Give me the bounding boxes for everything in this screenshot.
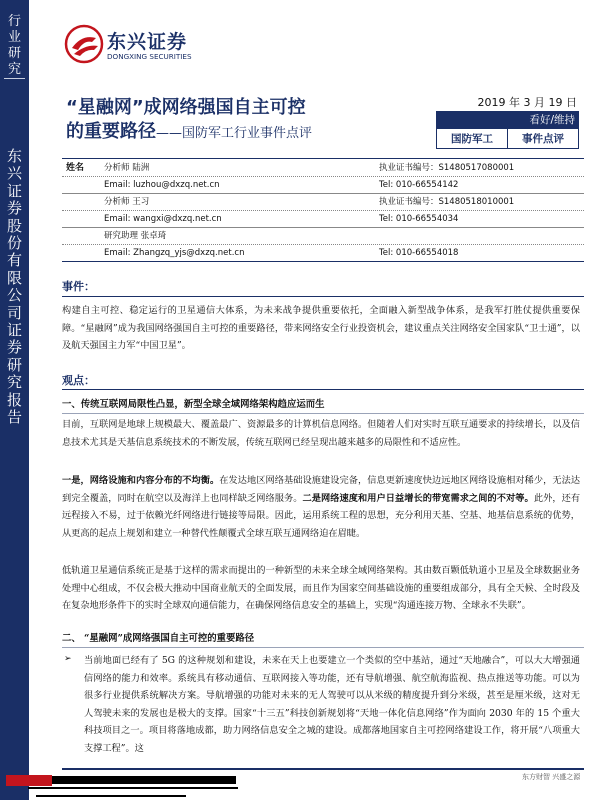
analyst-email: Email: Zhangzq_yjs@dxzq.net.cn — [104, 248, 245, 258]
divider — [62, 158, 584, 159]
bullet-paragraph: 当前地面已经有了 5G 的这种规划和建设，未来在天上也要建立一个类似的空中基站，通过“天地融合”，可以大大增强通信网络的能力和效率。系统具有移动通信、互联网接入等功能，还有导航增强、航空航海监视、热点推送等功能。可以为很多行业提供系统解决方案。导航增强的功能对未来的无人驾驶可以从米级的精度提升到分米级，甚至是厘米级，这对无人驾驶未来的发展也是极大的支撑。国家“十三五”科技创新规划将“天地一体化信息网络”作为面向 2030 年的 15 个重大科技项目之一。项目将落地成都，助力网络信息安全之城的建设。成都落地国家自主可控网络建设工作，将开展“八项重大支撑工程”。这 — [84, 655, 580, 754]
tag-industry: 国防军工 — [451, 133, 493, 145]
divider — [62, 647, 584, 648]
table-row — [62, 194, 584, 211]
table-row — [62, 177, 584, 194]
logo-emblem-icon — [64, 24, 104, 64]
analyst-tel: Tel: 010-66554034 — [379, 214, 459, 224]
sidebar-divider — [4, 78, 25, 79]
analyst-email: Email: luzhou@dxzq.net.cn — [104, 180, 220, 190]
table-row — [62, 160, 584, 177]
bullet-icon: ➢ — [64, 654, 72, 664]
paragraph: 目前，互联网是地球上规模最大、覆盖最广、资源最多的计算机信息网络。但随着人们对实时互联互通要求的持续增长，以及信息技术尤其是天基信息系统技术的不断发展，传统互联网已经呈现出越来越多的局限性和不适应性。 — [62, 419, 580, 448]
event-paragraph: 构建自主可控、稳定运行的卫星通信大体系，为未来战争提供重要依托，全面融入新型战争体系，是我军打胜仗提供重要保障。“星融网”成为我国网络强国自主可控的重要路径，带来网络安全行业投资机会，建议重点关注网络安全国家队“卫士通”，以及航天强国主力军“中国卫星”。 — [62, 305, 580, 351]
sidebar-company: 东 兴 证 券 股 份 有 限 公 司 证 券 研 究 报 告 — [6, 147, 22, 427]
analyst-table — [62, 160, 584, 262]
report-meta — [436, 92, 579, 149]
report-tags — [436, 129, 579, 149]
logo-cn-text: 东兴证券 — [107, 31, 188, 53]
event-heading: 事件： — [62, 280, 95, 293]
analyst-name: 研究助理 张卓琦 — [104, 231, 167, 241]
title-subtitle: ——国防军工行业事件点评 — [156, 126, 313, 141]
analyst-tel: Tel: 010-66554018 — [379, 248, 459, 258]
report-date: 2019 年 3 月 19 日 — [477, 96, 577, 109]
paragraph: 一是，网络设施和内容分布的不均衡。在发达地区网络基础设施建设完备，信息更新速度快边远地区网络设施相对稀少，无法达到完全覆盖，同时在航空以及海洋上也同样缺乏网络服务。二是网络速度和用户日益增长的带宽需求之间的不对等。此外，还有远程接入不易，过于依赖光纤网络进行链接等局限。因此，运用系统工程的思想，充分利用天基、空基、地基信息系统的优势，从更高的起点上规划和建立一种替代性颠覆式全球互联互通网络迫在眉睫。 — [62, 475, 581, 539]
table-row — [62, 228, 584, 245]
analyst-tel: Tel: 010-66554142 — [379, 180, 459, 190]
paragraph: 低轨道卫星通信系统正是基于这样的需求而提出的一种新型的未来全球全域网络架构。其由数百颗低轨道小卫星及全球数据业务处理中心组成，不仅会极大推动中国商业航天的全面发展，而且作为国家空间基础设施的重要组成部分，具有全天候、全时段及在复杂地形条件下的实时全球双向通信能力，在确保网络信息安全的基础上，实现“沟通连接万物、全球永不失联”。 — [62, 565, 580, 611]
sidebar — [0, 0, 29, 800]
views-heading: 观点： — [62, 374, 95, 387]
rating-badge: 看好/维持 — [436, 111, 579, 129]
title-line-1: “星融网”成网络强国自主可控 — [66, 97, 306, 118]
logo-en-text: DONGXING SECURITIES — [107, 52, 192, 61]
analyst-name: 分析师 陆洲 — [104, 163, 150, 173]
point-1-heading: 一、传统互联网局限性凸显，新型全球全域网络架构趋应运而生 — [62, 399, 325, 410]
divider — [62, 296, 584, 297]
analyst-name: 分析师 王习 — [104, 197, 150, 207]
divider — [62, 389, 584, 390]
divider — [62, 413, 584, 414]
table-row — [62, 211, 584, 228]
company-logo — [64, 24, 214, 68]
bold-lead: 一是，网络设施和内容分布的不均衡。 — [62, 475, 220, 486]
bold-lead: 二是网络速度和用户日益增长的带宽需求之间的不对等。 — [302, 492, 534, 504]
sidebar-category: 行 业 研 究 — [7, 14, 21, 77]
title-line-2: 的重要路径 — [66, 121, 156, 142]
footer-slogan: 东方财智 兴盛之源 — [522, 773, 581, 781]
tag-type: 事件点评 — [507, 129, 578, 148]
table-row — [62, 245, 584, 262]
analyst-email: Email: wangxi@dxzq.net.cn — [104, 214, 222, 224]
report-title — [66, 96, 312, 146]
name-label: 姓名 — [66, 163, 85, 173]
analyst-cert: 执业证书编号：S1480517080001 — [379, 163, 515, 173]
analyst-cert: 执业证书编号：S1480518010001 — [379, 197, 515, 207]
point-2-heading: 二、 “星融网”成网络强国自主可控的重要路径 — [62, 633, 255, 644]
redaction-overlay — [0, 768, 240, 800]
